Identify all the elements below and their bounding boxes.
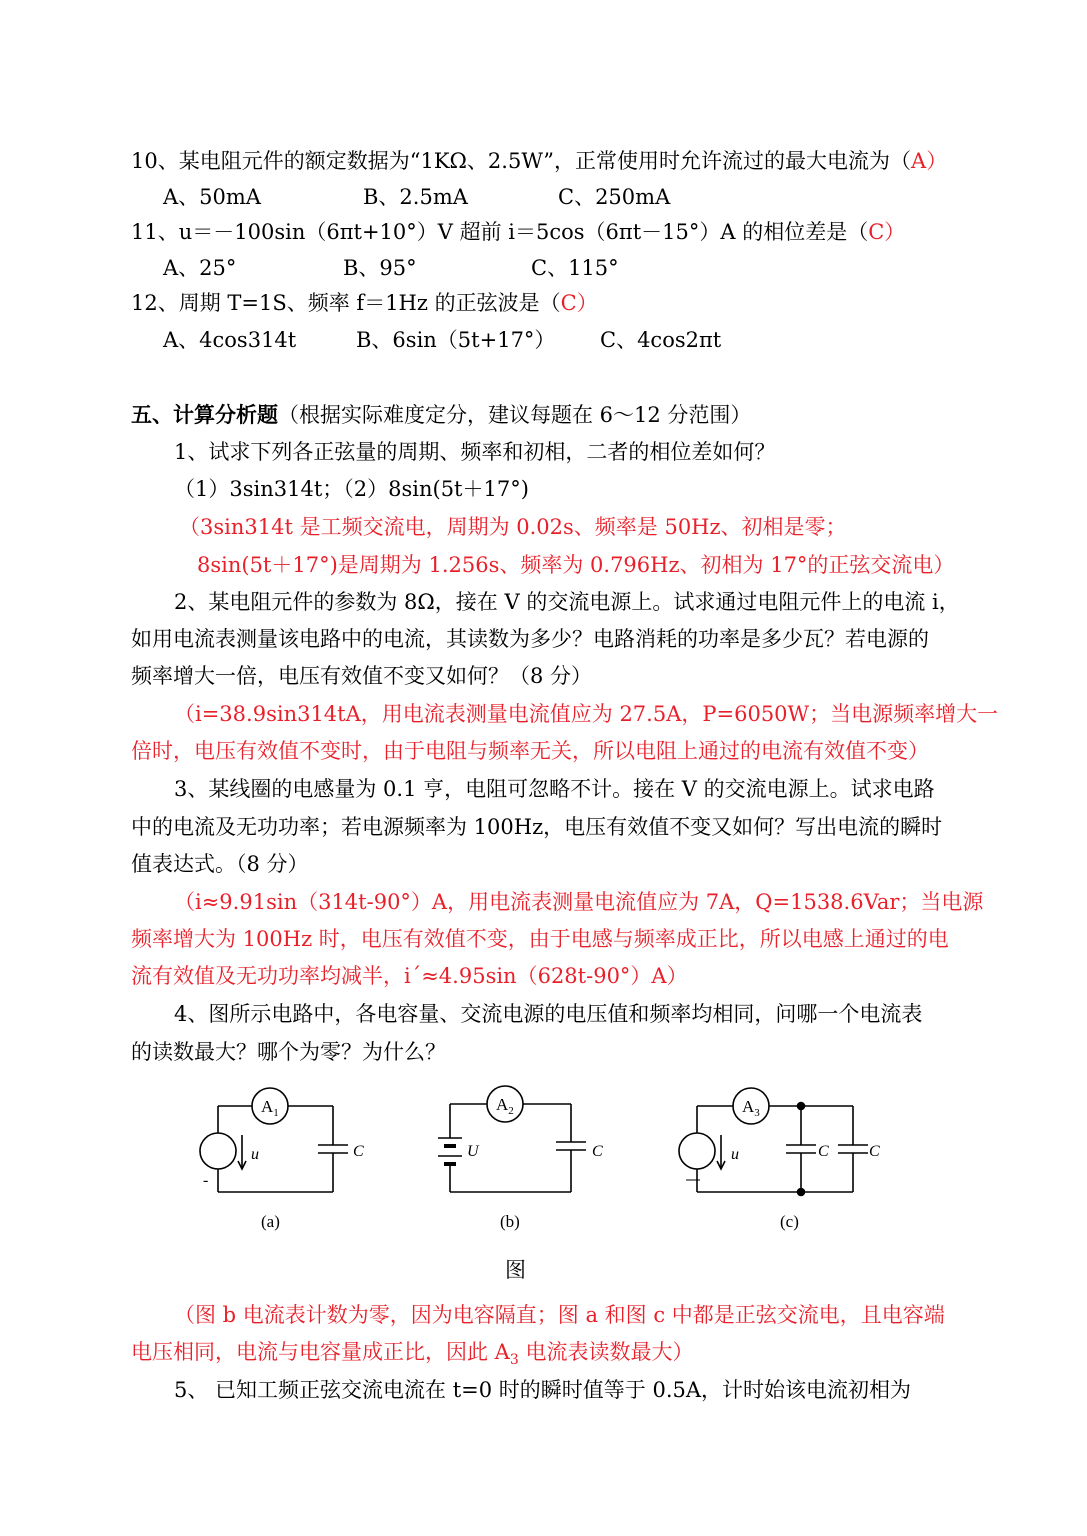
ac-source-icon bbox=[200, 1133, 236, 1169]
source-label: u bbox=[251, 1146, 259, 1163]
svg-text:A2: $A_2$ bbox=[496, 1095, 514, 1117]
problem-3-answer-line-2: 频率增大为 100Hz 时，电压有效值不变，由于电感与频率成正比，所以电感上通过的电 bbox=[131, 927, 949, 951]
capacitor-label: C bbox=[869, 1143, 880, 1160]
capacitor-label: C bbox=[818, 1143, 829, 1160]
problem-2-line-3: 频率增大一倍，电压有效值不变又如何？（8 分） bbox=[131, 664, 593, 688]
problem-3-answer-line-1: （i≈9.91sin（314t-90°）A，用电流表测量电流值应为 7A，Q=1538.6Var；当电源 bbox=[174, 890, 984, 914]
source-label: U bbox=[467, 1143, 479, 1160]
question-11: 11、u＝－100sin（6πt+10°）V 超前 i＝5cos（6πt－15°）A 的相位差是（C） bbox=[131, 220, 906, 244]
q12-option-c: C、4cos2πt bbox=[600, 328, 722, 352]
ac-source-icon bbox=[679, 1133, 715, 1169]
circuit-a bbox=[200, 1088, 364, 1192]
dc-battery-icon bbox=[438, 1138, 462, 1164]
problem-3-answer-line-3: 流有效值及无功功率均减半，i´≈4.95sin（628t-90°）A） bbox=[131, 964, 688, 988]
figure-label-a: (a) bbox=[261, 1212, 280, 1231]
problem-1-answer-line-2: 8sin(5t＋17°)是周期为 1.256s、频率为 0.796Hz、初相为 17°的正弦交流电） bbox=[197, 553, 955, 577]
problem-4-line-2: 的读数最大？哪个为零？为什么？ bbox=[131, 1040, 446, 1064]
q11-option-a: A、25° bbox=[163, 256, 237, 280]
problem-2-answer-line-1: （i=38.9sin314tA，用电流表测量电流值应为 27.5A，P=6050W；当电源频率增大一 bbox=[174, 702, 999, 726]
problem-1-question: 1、试求下列各正弦量的周期、频率和初相，二者的相位差如何？ bbox=[174, 440, 776, 464]
problem-4-line-1: 4、图所示电路中，各电容量、交流电源的电压值和频率均相同，问哪一个电流表 bbox=[174, 1002, 923, 1026]
problem-2-line-2: 如用电流表测量该电路中的电流，其读数为多少？电路消耗的功率是多少瓦？若电源的 bbox=[131, 627, 929, 651]
svg-text:A3: $A_3$ bbox=[742, 1097, 760, 1119]
svg-text:A1: $A_1$ bbox=[261, 1097, 279, 1119]
answer-10: A bbox=[911, 149, 927, 173]
problem-4-answer-line-1: （图 b 电流表计数为零，因为电容隔直；图 a 和图 c 中都是正弦交流电，且电容端 bbox=[174, 1303, 945, 1327]
problem-5-line-1: 5、 已知工频正弦交流电流在 t=0 时的瞬时值等于 0.5A，计时始该电流初相为 bbox=[174, 1378, 912, 1402]
source-label: u bbox=[731, 1146, 739, 1163]
problem-3-line-2: 中的电流及无功功率；若电源频率为 100Hz，电压有效值不变又如何？写出电流的瞬时 bbox=[131, 815, 943, 839]
minus-sign: - bbox=[203, 1172, 209, 1189]
circuit-figure bbox=[0, 1080, 1087, 1290]
circuit-c bbox=[679, 1088, 880, 1196]
problem-4-answer-line-2: 电压相同，电流与电容量成正比，因此 $A_3$ 电流表读数最大） bbox=[131, 1340, 694, 1369]
question-12: 12、周期 T=1S、频率 f＝1Hz 的正弦波是（C） bbox=[131, 291, 598, 315]
question-10: 10、某电阻元件的额定数据为“1KΩ、2.5W”，正常使用时允许流过的最大电流为（A） bbox=[131, 149, 948, 173]
circuit-b bbox=[438, 1086, 603, 1192]
figure-label-b: (b) bbox=[500, 1212, 520, 1231]
problem-1-items: （1）3sin314t；（2）8sin(5t＋17°) bbox=[174, 477, 529, 501]
problem-3-line-1: 3、某线圈的电感量为 0.1 亨，电阻可忽略不计。接在 V 的交流电源上。试求电路 bbox=[174, 777, 935, 801]
capacitor-label: C bbox=[353, 1143, 364, 1160]
answer-12: C bbox=[560, 291, 577, 315]
problem-2-answer-line-2: 倍时，电压有效值不变时，由于电阻与频率无关，所以电阻上通过的电流有效值不变） bbox=[131, 739, 929, 763]
q12-option-a: A、4cos314t bbox=[163, 328, 297, 352]
problem-3-line-3: 值表达式。（8 分） bbox=[131, 852, 309, 876]
capacitor-label: C bbox=[592, 1143, 603, 1160]
q10-option-a: A、50mA bbox=[163, 185, 261, 209]
q11-option-c: C、115° bbox=[531, 256, 619, 280]
q10-option-b: B、2.5mA bbox=[363, 185, 468, 209]
q12-option-b: B、6sin（5t+17°） bbox=[356, 328, 556, 352]
problem-2-line-1: 2、某电阻元件的参数为 8Ω，接在 V 的交流电源上。试求通过电阻元件上的电流 i， bbox=[174, 590, 960, 614]
problem-1-answer-line-1: （3sin314t 是工频交流电，周期为 0.02s、频率是 50Hz、初相是零； bbox=[179, 515, 847, 539]
q10-option-c: C、250mA bbox=[558, 185, 671, 209]
answer-11: C bbox=[868, 220, 885, 244]
figure-label-c: (c) bbox=[780, 1212, 799, 1231]
section-heading: 五、计算分析题（根据实际难度定分，建议每题在 6～12 分范围） bbox=[131, 402, 752, 427]
q11-option-b: B、95° bbox=[343, 256, 417, 280]
figure-caption: 图 bbox=[505, 1258, 526, 1282]
